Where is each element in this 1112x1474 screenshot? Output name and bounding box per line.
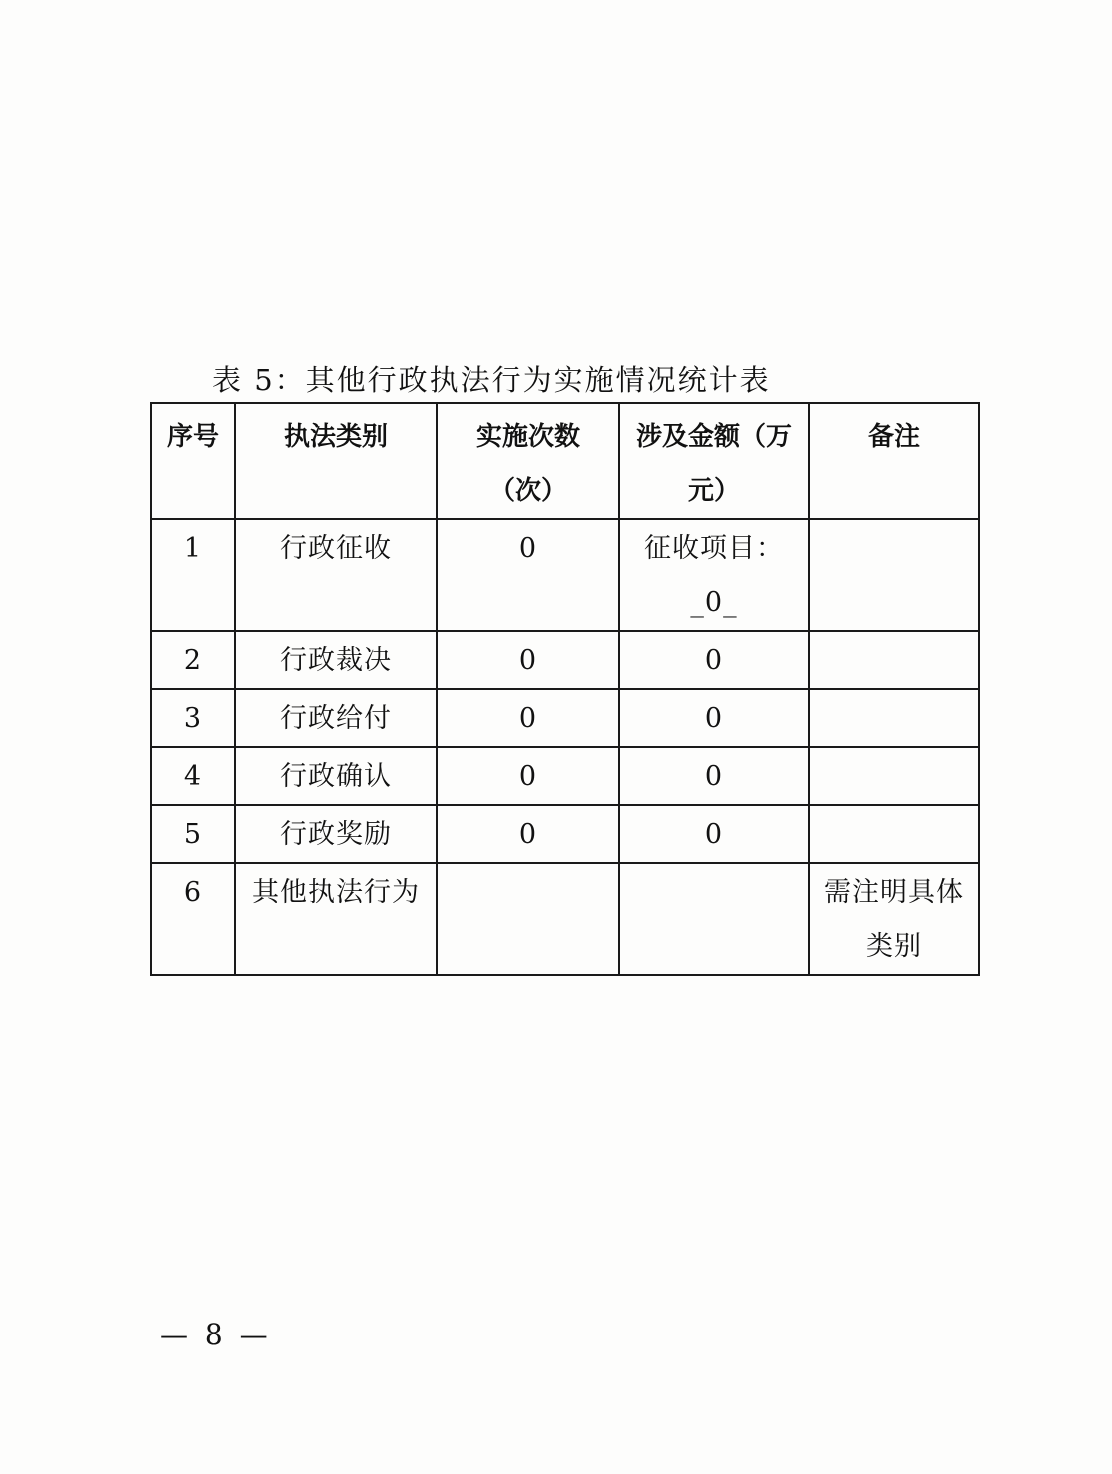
cell-amount: 0 [619,805,809,863]
header-category-label: 执法类别 [283,422,388,452]
table-row [151,863,979,975]
cell-seq: 6 [151,863,235,975]
header-amount-label-line1: 涉及金额（万 [635,422,792,452]
header-remark [809,403,979,519]
cell-category: 行政确认 [235,747,437,805]
cell-seq: 4 [151,747,235,805]
cell-count: 0 [437,805,619,863]
cell-amount: 0 [619,747,809,805]
cell-amount-line2: _0_ [690,587,738,618]
cell-count: 0 [437,747,619,805]
cell-remark-line2: 类别 [866,931,922,962]
cell-seq: 1 [151,519,235,631]
cell-remark [809,805,979,863]
cell-count: 0 [437,631,619,689]
cell-remark [809,863,979,975]
cell-seq: 5 [151,805,235,863]
table-row [151,805,979,863]
header-amount-label-line2: 元） [687,476,740,506]
header-seq [151,403,235,519]
cell-remark-line1: 需注明具体 [824,877,964,908]
cell-remark [809,689,979,747]
header-count [437,403,619,519]
cell-amount-line1: 征收项目： [644,533,784,564]
header-category [235,403,437,519]
table-row [151,519,979,631]
header-seq-label: 序号 [166,422,219,452]
cell-category: 行政裁决 [235,631,437,689]
cell-category: 行政给付 [235,689,437,747]
cell-remark [809,747,979,805]
header-remark-label: 备注 [867,422,920,452]
cell-count [437,863,619,975]
cell-seq: 3 [151,689,235,747]
cell-remark [809,519,979,631]
header-count-label-line1: 实施次数 [475,422,580,452]
cell-amount [619,519,809,631]
cell-amount: 0 [619,631,809,689]
table-row [151,689,979,747]
header-count-label-line2: （次） [488,476,567,506]
cell-remark [809,631,979,689]
table-header-row [151,403,979,519]
cell-amount: 0 [619,689,809,747]
cell-category: 行政征收 [235,519,437,631]
table-caption: 表 5：其他行政执法行为实施情况统计表 [212,363,771,397]
cell-category: 其他执法行为 [235,863,437,975]
cell-amount [619,863,809,975]
page-number: — 8 — [160,1318,272,1351]
cell-count: 0 [437,689,619,747]
cell-category: 行政奖励 [235,805,437,863]
cell-count: 0 [437,519,619,631]
statistics-table [150,402,980,976]
table-row [151,747,979,805]
table-row [151,631,979,689]
header-amount [619,403,809,519]
cell-seq: 2 [151,631,235,689]
